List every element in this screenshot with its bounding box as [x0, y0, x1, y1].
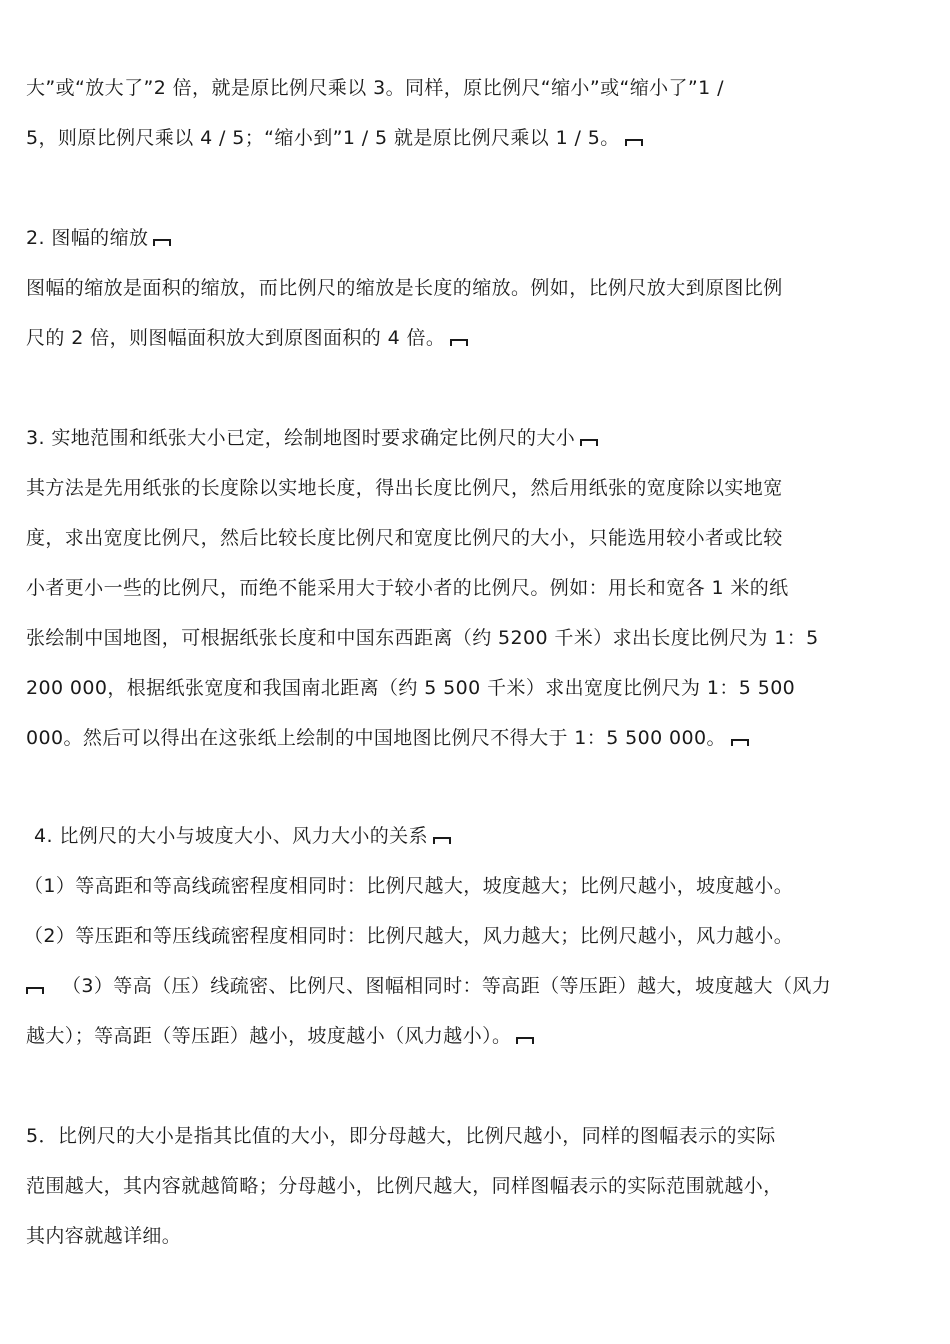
- section4-line-3: （3）等高（压）线疏密、比例尺、图幅相同时：等高距（等压距）越大，坡度越大（风力: [26, 973, 926, 999]
- section3-line-3: 小者更小一些的比例尺，而绝不能采用大于较小者的比例尺。例如：用长和宽各 1 米的纸: [26, 577, 789, 599]
- paragraph-mark-icon: [153, 236, 171, 246]
- paragraph-mark-icon: [26, 984, 44, 994]
- paragraph-mark-icon: [580, 436, 598, 446]
- section5-line-3: 其内容就越详细。: [26, 1225, 182, 1247]
- section3-heading: 3. 实地范围和纸张大小已定，绘制地图时要求确定比例尺的大小: [26, 425, 926, 451]
- paragraph-mark-icon: [450, 336, 468, 346]
- section2-line-2: 尺的 2 倍，则图幅面积放大到原图面积的 4 倍。: [26, 325, 926, 351]
- section5-line-1: 5．比例尺的大小是指其比值的大小，即分母越大，比例尺越小，同样的图幅表示的实际: [26, 1125, 776, 1147]
- section3-line-6: 000。然后可以得出在这张纸上绘制的中国地图比例尺不得大于 1：5 500 000。: [26, 725, 926, 751]
- paragraph-mark-icon: [516, 1034, 534, 1044]
- paragraph-mark-icon: [433, 834, 451, 844]
- section3-line-5: 200 000，根据纸张宽度和我国南北距离（约 5 500 千米）求出宽度比例尺为 1：5 500: [26, 677, 796, 699]
- section4-line-4: 越大）；等高距（等压距）越小，坡度越小（风力越小）。: [26, 1023, 926, 1049]
- section3-line-2: 度，求出宽度比例尺，然后比较长度比例尺和宽度比例尺的大小，只能选用较小者或比较: [26, 527, 783, 549]
- intro-line-1: 大”或“放大了”2 倍，就是原比例尺乘以 3。同样，原比例尺“缩小”或“缩小了”1 /: [26, 77, 724, 99]
- section2-line-1: 图幅的缩放是面积的缩放，而比例尺的缩放是长度的缩放。例如，比例尺放大到原图比例: [26, 277, 783, 299]
- section2-heading: 2. 图幅的缩放: [26, 225, 926, 251]
- paragraph-mark-icon: [731, 736, 749, 746]
- section5-line-2: 范围越大，其内容就越简略；分母越小，比例尺越大，同样图幅表示的实际范围就越小，: [26, 1175, 783, 1197]
- section3-line-1: 其方法是先用纸张的长度除以实地长度，得出长度比例尺，然后用纸张的宽度除以实地宽: [26, 477, 783, 499]
- section4-heading: 4. 比例尺的大小与坡度大小、风力大小的关系: [34, 823, 934, 849]
- section3-line-4: 张绘制中国地图，可根据纸张长度和中国东西距离（约 5200 千米）求出长度比例尺为 1：5: [26, 627, 819, 649]
- intro-line-2: 5，则原比例尺乘以 4 / 5；“缩小到”1 / 5 就是原比例尺乘以 1 / 5。: [26, 125, 926, 151]
- paragraph-mark-icon: [625, 136, 643, 146]
- section4-line-1: （1）等高距和等高线疏密程度相同时：比例尺越大，坡度越大；比例尺越小，坡度越小。: [24, 875, 794, 897]
- section4-line-2: （2）等压距和等压线疏密程度相同时：比例尺越大，风力越大；比例尺越小，风力越小。: [24, 925, 794, 947]
